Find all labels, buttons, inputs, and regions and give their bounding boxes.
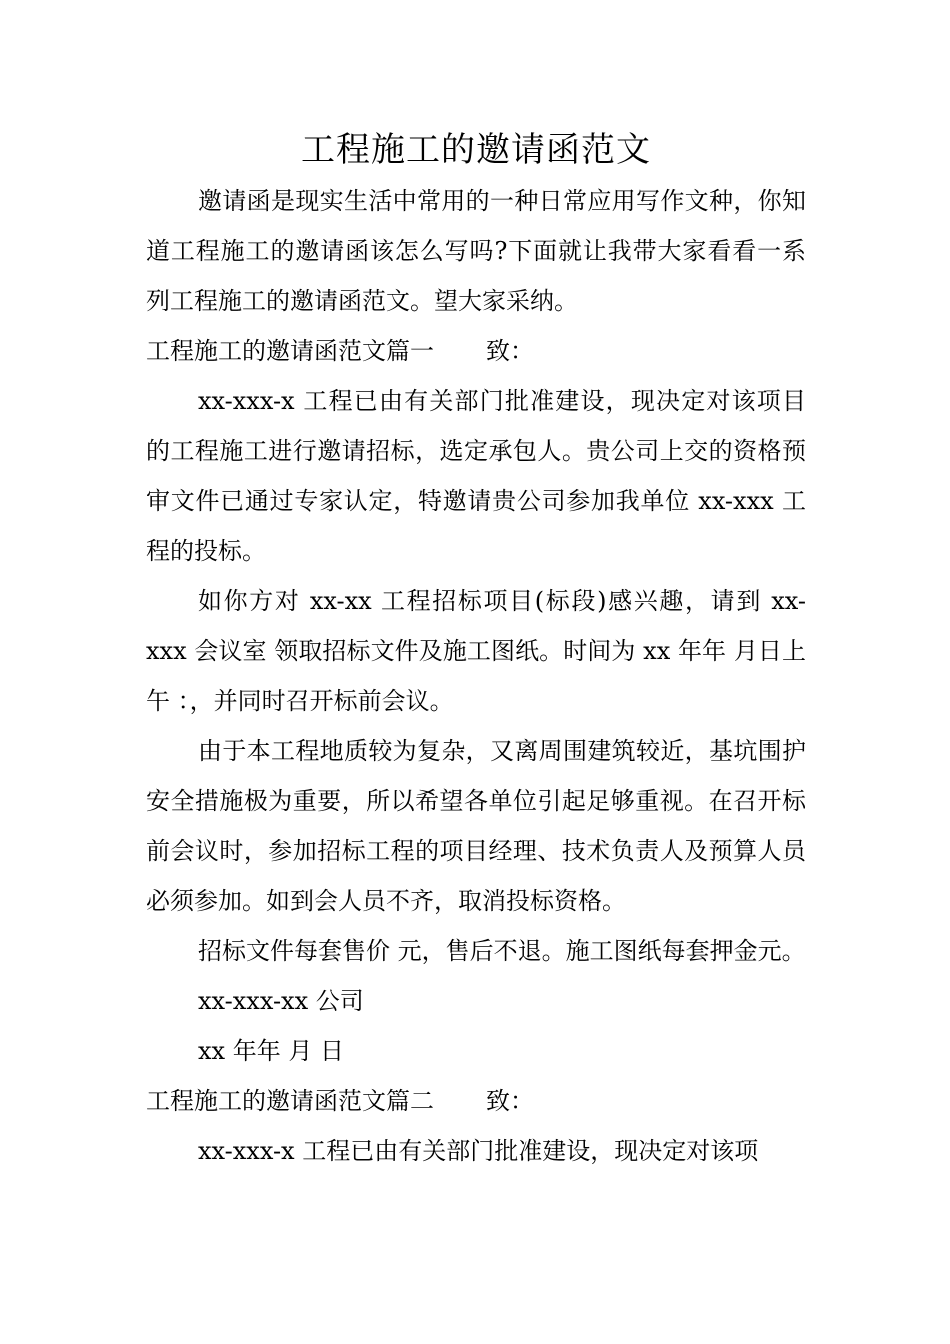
section2-paragraph-1: xx-xxx-x 工程已由有关部门批准建设，现决定对该项 [198, 1137, 759, 1165]
section1-paragraph-4: 招标文件每套售价 元，售后不退。施工图纸每套押金元。 [198, 937, 806, 965]
document-title: 工程施工的邀请函范文 [301, 130, 651, 170]
section1-date: xx 年年 月 日 [198, 1037, 344, 1065]
section2-heading: 工程施工的邀请函范文篇二 [146, 1087, 434, 1115]
section2-heading-line [146, 1076, 806, 1126]
intro-paragraph: 邀请函是现实生活中常用的一种日常应用写作文种，你知道工程施工的邀请函该怎么写吗?下面就让我带大家看看一系列工程施工的邀请函范文。望大家采纳。 [146, 187, 806, 315]
section1-signature: xx-xxx-xx 公司 [198, 987, 364, 1015]
section1-heading: 工程施工的邀请函范文篇一 [146, 337, 434, 365]
document-body [146, 176, 806, 1176]
section1-salutation: 致： [486, 337, 534, 365]
section1-paragraph-1: xx-xxx-x 工程已由有关部门批准建设，现决定对该项目的工程施工进行邀请招标，选定承包人。贵公司上交的资格预审文件已通过专家认定，特邀请贵公司参加我单位 xx-xxx 工程的投标。 [146, 387, 806, 565]
section1-heading-line [146, 326, 806, 376]
section1-paragraph-2: 如你方对 xx-xx 工程招标项目(标段)感兴趣，请到 xx-xxx 会议室 领取招标文件及施工图纸。时间为 xx 年年 月日上午 ：，并同时召开标前会议。 [146, 587, 806, 715]
section2-salutation: 致： [486, 1087, 534, 1115]
section1-paragraph-3: 由于本工程地质较为复杂，又离周围建筑较近，基坑围护安全措施极为重要，所以希望各单位引起足够重视。在召开标前会议时，参加招标工程的项目经理、技术负责人及预算人员必须参加。如到会人员不齐，取消投标资格。 [146, 737, 806, 915]
